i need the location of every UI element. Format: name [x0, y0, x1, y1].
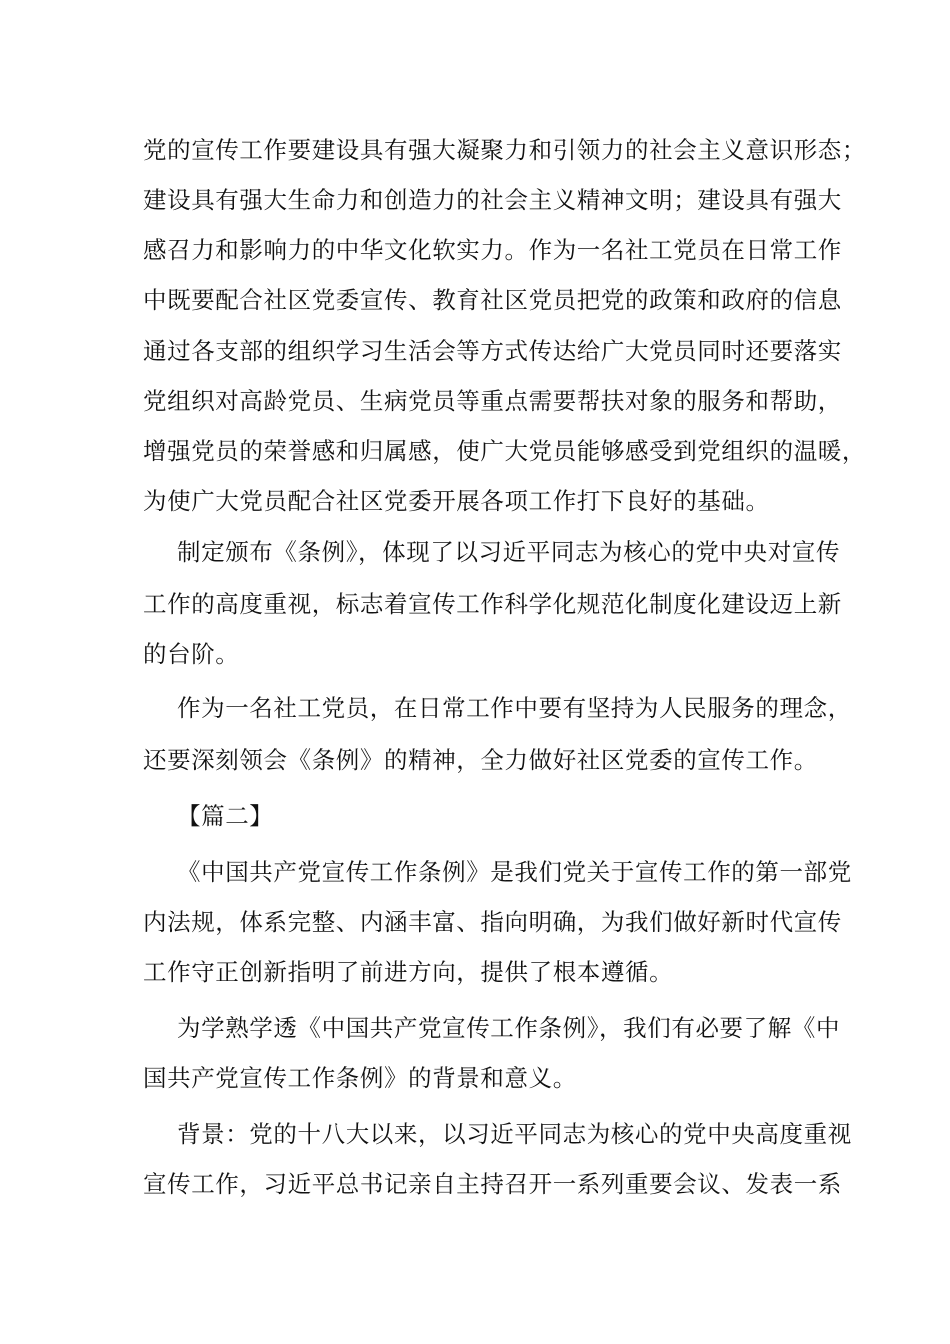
- text-line: 工作守正创新指明了前进方向，提供了根本遵循。: [143, 958, 674, 986]
- text-line: 建设具有强大生命力和创造力的社会主义精神文明；建设具有强大: [143, 186, 842, 214]
- text-line: 作为一名社工党员，在日常工作中要有坚持为人民服务的理念，: [177, 694, 852, 722]
- text-line: 通过各支部的组织学习生活会等方式传达给广大党员同时还要落实: [143, 337, 842, 365]
- text-line: 背景：党的十八大以来，以习近平同志为核心的党中央高度重视: [177, 1120, 852, 1148]
- text-line: 《中国共产党宣传工作条例》是我们党关于宣传工作的第一部党: [177, 858, 852, 886]
- text-line: 国共产党宣传工作条例》的背景和意义。: [143, 1064, 577, 1092]
- text-line: 制定颁布《条例》，体现了以习近平同志为核心的党中央对宣传: [177, 538, 841, 566]
- text-line: 党组织对高龄党员、生病党员等重点需要帮扶对象的服务和帮助，: [143, 387, 842, 415]
- text-line: 增强党员的荣誉感和归属感，使广大党员能够感受到党组织的温暖，: [143, 437, 866, 465]
- text-line: 为使广大党员配合社区党委开展各项工作打下良好的基础。: [143, 487, 770, 515]
- text-line: 为学熟学透《中国共产党宣传工作条例》，我们有必要了解《中: [177, 1014, 841, 1042]
- section-heading: 【篇二】: [177, 802, 274, 830]
- text-line: 感召力和影响力的中华文化软实力。作为一名社工党员在日常工作: [143, 236, 842, 264]
- text-line: 还要深刻领会《条例》的精神，全力做好社区党委的宣传工作。: [143, 746, 818, 774]
- text-line: 中既要配合社区党委宣传、教育社区党员把党的政策和政府的信息: [143, 286, 842, 314]
- text-line: 党的宣传工作要建设具有强大凝聚力和引领力的社会主义意识形态；: [143, 136, 866, 164]
- text-line: 的台阶。: [143, 640, 240, 668]
- text-line: 工作的高度重视，标志着宣传工作科学化规范化制度化建设迈上新: [143, 590, 842, 618]
- text-line: 宣传工作，习近平总书记亲自主持召开一系列重要会议、发表一系: [143, 1170, 842, 1198]
- text-line: 内法规，体系完整、内涵丰富、指向明确，为我们做好新时代宣传: [143, 908, 842, 936]
